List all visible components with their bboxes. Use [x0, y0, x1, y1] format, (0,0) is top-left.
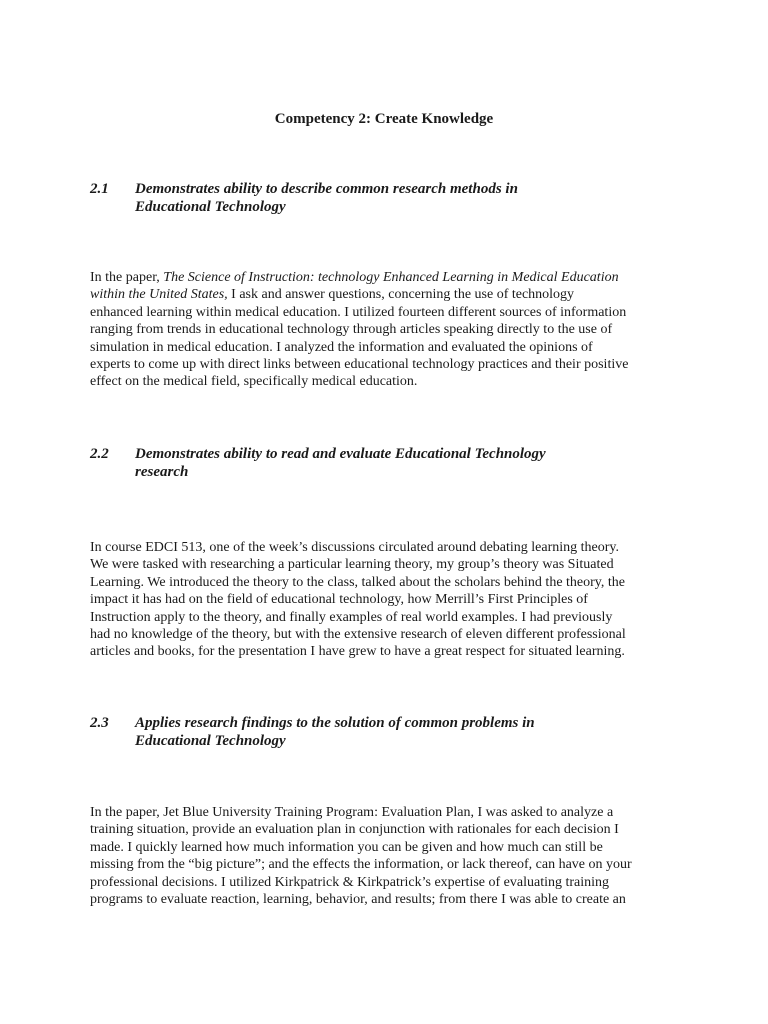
section-number: 2.1 — [90, 181, 109, 197]
text-run: I ask and answer questions, concerning the use of technology — [227, 287, 575, 303]
paragraph-line: enhanced learning within medical education. I utilized fourteen different sources of information — [90, 304, 627, 320]
section-heading-line: Educational Technology — [135, 733, 286, 749]
section-number: 2.3 — [90, 715, 109, 731]
section-heading-line: Demonstrates ability to read and evaluate Educational Technology — [135, 446, 546, 462]
section-paragraph-2-1 — [90, 269, 690, 391]
paragraph-line: missing from the “big picture”; and the effects the information, or lack thereof, can have on your — [90, 857, 632, 873]
paragraph-line: professional decisions. I utilized Kirkpatrick & Kirkpatrick’s expertise of evaluating training — [90, 874, 610, 890]
paragraph-line: ranging from trends in educational technology through articles speaking directly to the use of — [90, 322, 613, 338]
paragraph-line: Instruction apply to the theory, and finally examples of real world examples. I had previously — [90, 609, 613, 625]
section-heading-line: research — [135, 464, 189, 480]
paragraph-line: made. I quickly learned how much information you can be given and how much can still be — [90, 839, 603, 855]
paragraph-line: articles and books, for the presentation I have grew to have a great respect for situated learning. — [90, 644, 625, 660]
section-heading-line: Educational Technology — [135, 199, 286, 215]
section-heading-2-1 — [90, 180, 650, 216]
section-heading-line: Demonstrates ability to describe common research methods in — [135, 181, 518, 197]
paragraph-line: programs to evaluate reaction, learning, behavior, and results; from there I was able to create an — [90, 892, 626, 908]
section-heading-2-3 — [90, 714, 650, 750]
paragraph-line: Learning. We introduced the theory to the class, talked about the scholars behind the theory, the — [90, 574, 625, 590]
paragraph-line: effect on the medical field, specifically medical education. — [90, 374, 418, 390]
paragraph-line — [90, 286, 690, 303]
section-heading-2-2 — [90, 445, 650, 481]
paragraph-line: impact it has had on the field of educational technology, how Merrill’s First Principles of — [90, 592, 588, 608]
paragraph-line: experts to come up with direct links between educational technology practices and their positive — [90, 357, 629, 373]
paper-title-italic: The Science of Instruction: technology Enhanced Learning in Medical Education — [163, 270, 619, 285]
paragraph-line: training situation, provide an evaluation plan in conjunction with rationales for each decision I — [90, 822, 619, 838]
section-paragraph-2-2 — [90, 539, 690, 661]
section-number: 2.2 — [90, 446, 109, 462]
paper-title-italic: within the United States, — [90, 287, 228, 303]
section-paragraph-2-3 — [90, 804, 690, 908]
paragraph-line: In course EDCI 513, one of the week’s discussions circulated around debating learning theory. — [90, 540, 619, 555]
paragraph-line: We were tasked with researching a particular learning theory, my group’s theory was Situated — [90, 557, 614, 573]
text-run: In the paper, — [90, 270, 164, 285]
paragraph-line: had no knowledge of the theory, but with the extensive research of eleven different professional — [90, 627, 626, 643]
paragraph-line — [90, 269, 690, 286]
paragraph-line: simulation in medical education. I analyzed the information and evaluated the opinions of — [90, 339, 593, 355]
paragraph-line: In the paper, Jet Blue University Training Program: Evaluation Plan, I was asked to analyze a — [90, 805, 614, 820]
section-heading-line: Applies research findings to the solution of common problems in — [135, 715, 535, 731]
document-title: Competency 2: Create Knowledge — [274, 111, 494, 127]
